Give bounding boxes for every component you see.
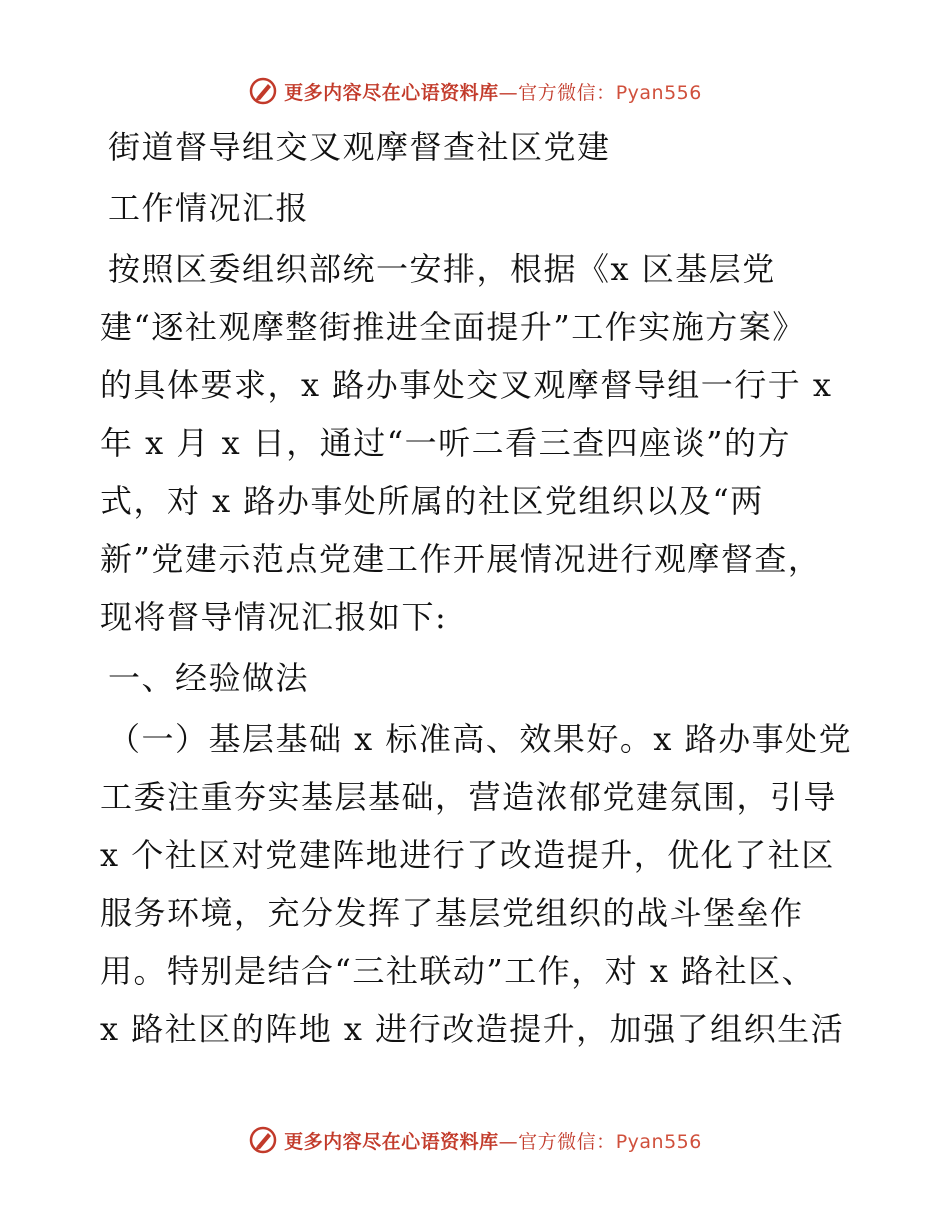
watermark-main: 更多内容尽在心语资料库 bbox=[284, 81, 499, 104]
watermark-main: 更多内容尽在心语资料库 bbox=[284, 1130, 499, 1153]
section-heading: 一、经验做法 bbox=[108, 659, 310, 697]
intro-line: 按照区委组织部统一安排，根据《x 区基层党 bbox=[108, 250, 776, 288]
section-line: （一）基层基础 x 标准高、效果好。x 路办事处党 bbox=[108, 720, 853, 758]
intro-line: 新”党建示范点党建工作开展情况进行观摩督查， bbox=[100, 540, 822, 578]
section-line: x 路社区的阵地 x 进行改造提升，加强了组织生活 bbox=[100, 1010, 845, 1048]
watermark-sub: 官方微信： bbox=[518, 81, 616, 104]
doc-title-line-2: 工作情况汇报 bbox=[108, 189, 310, 227]
watermark-bottom bbox=[0, 1122, 950, 1158]
watermark-sub: 官方微信： bbox=[518, 1130, 616, 1153]
watermark-dash: — bbox=[498, 1130, 519, 1153]
doc-title-line-1: 街道督导组交叉观摩督查社区党建 bbox=[108, 128, 611, 166]
intro-line: 的具体要求，x 路办事处交叉观摩督导组一行于 x bbox=[100, 366, 833, 404]
pen-logo-icon bbox=[248, 1125, 278, 1155]
intro-line: 年 x 月 x 日，通过“一听二看三查四座谈”的方 bbox=[100, 424, 792, 462]
watermark-top bbox=[0, 73, 950, 109]
watermark-text bbox=[284, 1127, 702, 1154]
document-body bbox=[100, 118, 860, 1058]
section-line: 工委注重夯实基层基础，营造浓郁党建氛围，引导 bbox=[100, 778, 838, 816]
watermark-id: Pyan556 bbox=[615, 81, 702, 104]
section-line: 服务环境，充分发挥了基层党组织的战斗堡垒作 bbox=[100, 894, 804, 932]
watermark-id: Pyan556 bbox=[615, 1130, 702, 1153]
section-line: 用。特别是结合“三社联动”工作，对 x 路社区、 bbox=[100, 952, 816, 990]
intro-line: 现将督导情况汇报如下: bbox=[100, 598, 448, 636]
section-line: x 个社区对党建阵地进行了改造提升，优化了社区 bbox=[100, 836, 835, 874]
intro-line: 建“逐社观摩整街推进全面提升”工作实施方案》 bbox=[100, 308, 806, 346]
watermark-text bbox=[284, 78, 702, 105]
watermark-dash: — bbox=[498, 81, 519, 104]
intro-line: 式，对 x 路办事处所属的社区党组织以及“两 bbox=[100, 482, 764, 520]
pen-logo-icon bbox=[248, 76, 278, 106]
